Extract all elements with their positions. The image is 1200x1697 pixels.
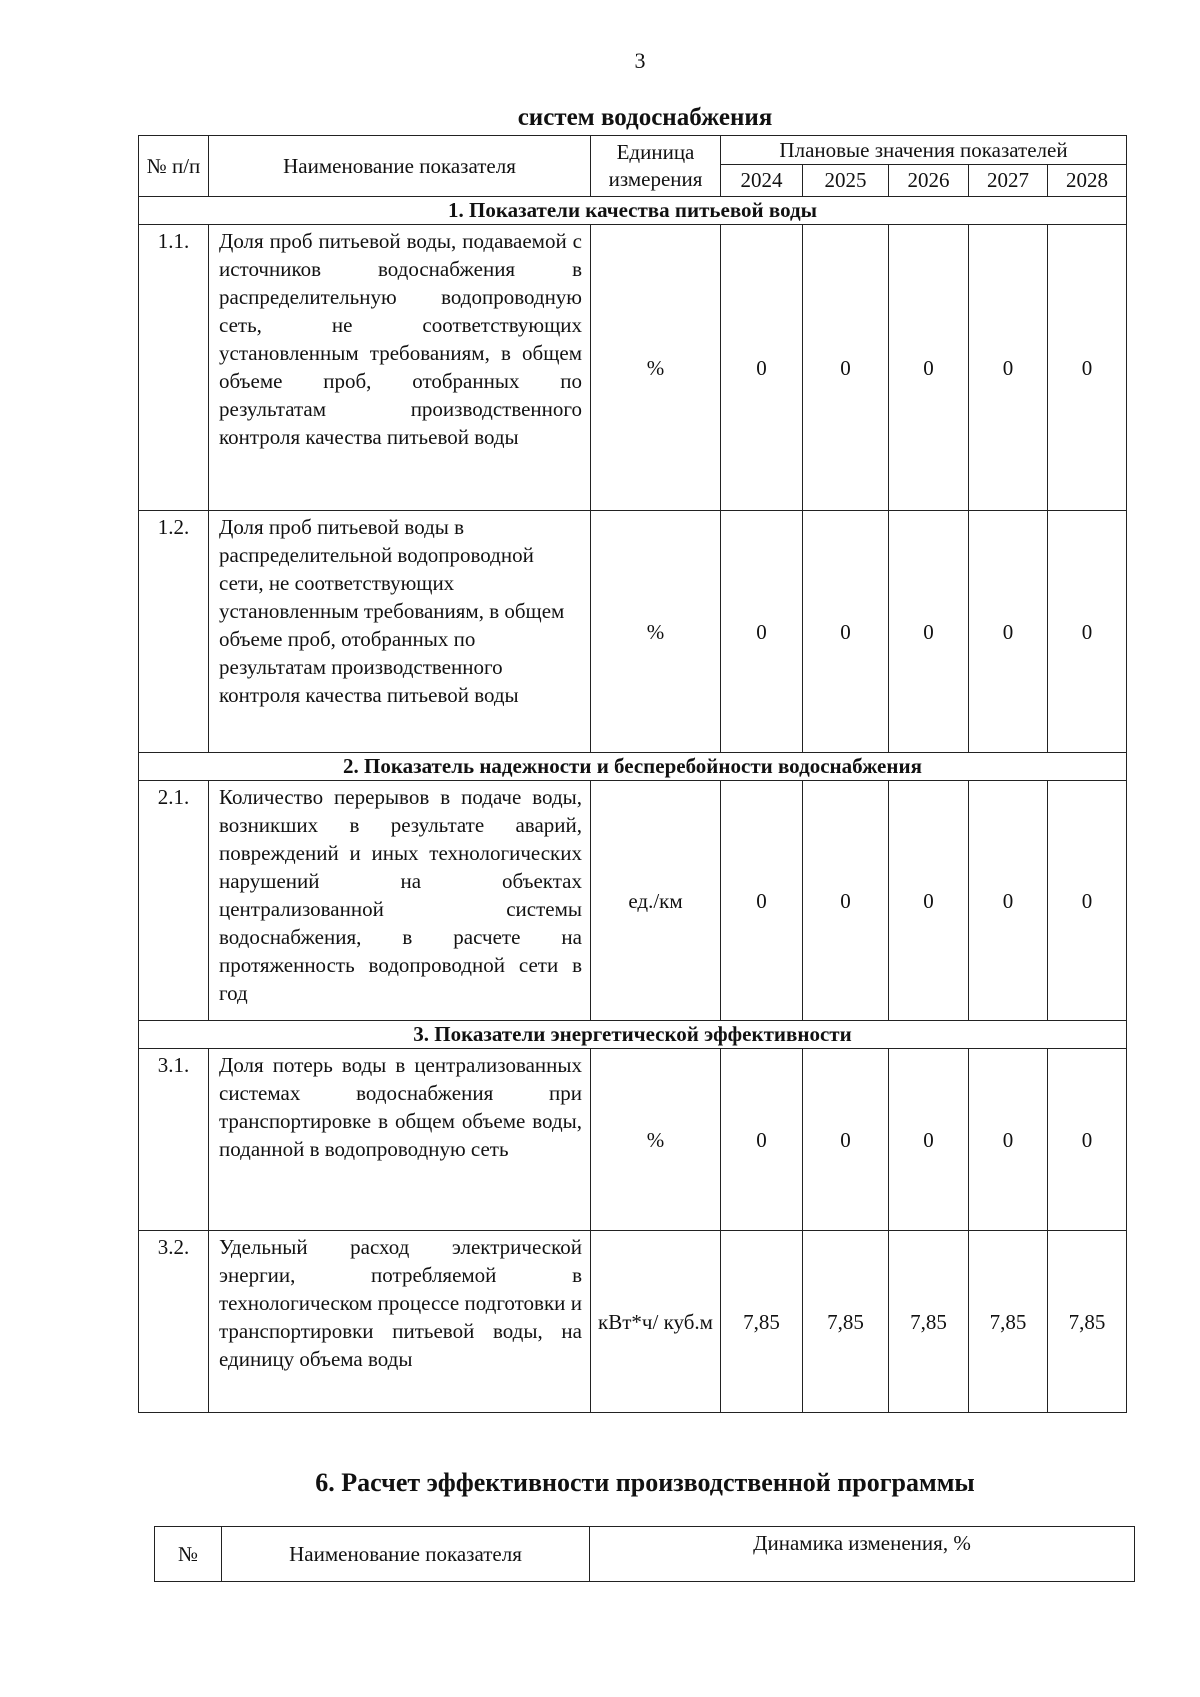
section-row — [139, 753, 1127, 781]
header-year: 2024 — [721, 165, 803, 197]
row-unit: % — [591, 1049, 721, 1231]
efficiency-table — [154, 1526, 1135, 1582]
row-value: 0 — [721, 781, 803, 1021]
header-dynamics: Динамика изменения, % — [590, 1527, 1135, 1582]
row-value: 0 — [1048, 225, 1127, 511]
row-value: 0 — [1048, 781, 1127, 1021]
row-value: 0 — [803, 511, 889, 753]
row-value: 7,85 — [1048, 1231, 1127, 1413]
section-title: 1. Показатели качества питьевой воды — [139, 197, 1127, 225]
row-value: 7,85 — [803, 1231, 889, 1413]
row-name: Удельный расход электрической энергии, потребляемой в технологическом процессе подготовки и транспортировки питьевой воды, на единицу объема воды — [209, 1231, 591, 1413]
row-value: 7,85 — [969, 1231, 1048, 1413]
row-number: 1.2. — [139, 511, 209, 753]
row-unit: % — [591, 511, 721, 753]
row-name: Количество перерывов в подаче воды, возникших в результате аварий, повреждений и иных технологических нарушений на объектах централизованной системы водоснабжения, в расчете на протяженность водопроводной сети в год — [209, 781, 591, 1021]
row-value: 0 — [803, 781, 889, 1021]
table-caption: систем водоснабжения — [517, 104, 773, 131]
row-value: 0 — [1048, 1049, 1127, 1231]
row-value: 0 — [889, 225, 969, 511]
table-row — [139, 781, 1127, 1021]
row-unit: % — [591, 225, 721, 511]
row-value: 0 — [889, 1049, 969, 1231]
header-num: № — [155, 1527, 222, 1582]
header-name: Наименование показателя — [222, 1527, 590, 1582]
row-value: 0 — [803, 1049, 889, 1231]
table-row — [139, 1231, 1127, 1413]
row-value: 7,85 — [721, 1231, 803, 1413]
section-row — [139, 1021, 1127, 1049]
row-number: 3.2. — [139, 1231, 209, 1413]
header-plan-values: Плановые значения показателей — [721, 136, 1127, 165]
section-title: 3. Показатели энергетической эффективности — [139, 1021, 1127, 1049]
header-year: 2025 — [803, 165, 889, 197]
row-value: 0 — [1048, 511, 1127, 753]
indicators-table — [138, 135, 1127, 1413]
table-header-row — [155, 1527, 1135, 1582]
header-year: 2028 — [1048, 165, 1127, 197]
row-number: 2.1. — [139, 781, 209, 1021]
section6-title: 6. Расчет эффективности производственной программы — [315, 1468, 975, 1497]
row-number: 1.1. — [139, 225, 209, 511]
row-number: 3.1. — [139, 1049, 209, 1231]
header-year: 2027 — [969, 165, 1048, 197]
row-value: 0 — [721, 1049, 803, 1231]
header-year: 2026 — [889, 165, 969, 197]
page-number: 3 — [634, 48, 646, 73]
row-value: 0 — [969, 511, 1048, 753]
header-name: Наименование показателя — [209, 136, 591, 197]
row-value: 0 — [803, 225, 889, 511]
section-title: 2. Показатель надежности и бесперебойности водоснабжения — [139, 753, 1127, 781]
table-row — [139, 1049, 1127, 1231]
row-value: 0 — [721, 225, 803, 511]
table-row — [139, 511, 1127, 753]
row-value: 0 — [889, 511, 969, 753]
row-value: 0 — [721, 511, 803, 753]
header-unit: Единица измерения — [591, 136, 721, 197]
row-name: Доля потерь воды в централизованных системах водоснабжения при транспортировке в общем объеме воды, поданной в водопроводную сеть — [209, 1049, 591, 1231]
section-row — [139, 197, 1127, 225]
row-value: 7,85 — [889, 1231, 969, 1413]
table-row — [139, 225, 1127, 511]
row-value: 0 — [889, 781, 969, 1021]
row-unit: кВт*ч/ куб.м — [591, 1231, 721, 1413]
row-name: Доля проб питьевой воды в распределительной водопроводной сети, не соответствующих установленным требованиям, в общем объеме проб, отобранных по результатам производственного контроля качества питьевой воды — [209, 511, 591, 753]
row-unit: ед./км — [591, 781, 721, 1021]
row-name: Доля проб питьевой воды, подаваемой с источников водоснабжения в распределительную водопроводную сеть, не соответствующих установленным требованиям, в общем объеме проб, отобранных по результатам производственного контроля качества питьевой воды — [209, 225, 591, 511]
row-value: 0 — [969, 225, 1048, 511]
row-value: 0 — [969, 1049, 1048, 1231]
header-num: № п/п — [139, 136, 209, 197]
row-value: 0 — [969, 781, 1048, 1021]
